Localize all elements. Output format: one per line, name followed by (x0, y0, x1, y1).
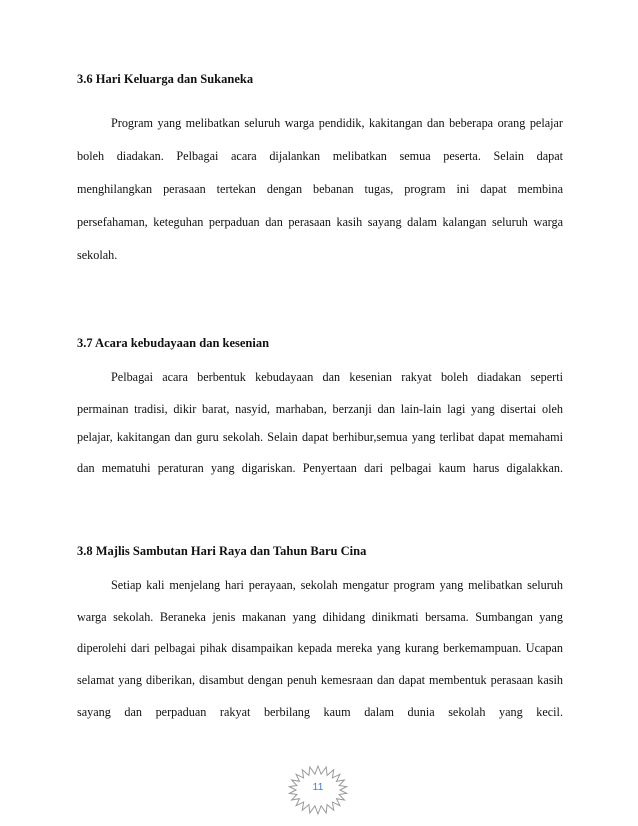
paragraph-line: dan mematuhi peraturan yang digariskan. Penyertaan dari pelbagai kaum harus digalakkan. (77, 461, 563, 475)
paragraph-line: menghilangkan perasaan tertekan dengan bebanan tugas, program ini dapat membina (77, 182, 563, 196)
section-heading-3-6: 3.6 Hari Keluarga dan Sukaneka (77, 72, 254, 86)
page-number-badge (287, 764, 349, 816)
paragraph-line: sayang dan perpaduan rakyat berbilang kaum dalam dunia sekolah yang kecil. (77, 705, 563, 719)
paragraph-line: pelajar, kakitangan dan guru sekolah. Selain dapat berhibur,semua yang terlibat dapat memahami (77, 430, 563, 444)
section-heading-3-8: 3.8 Majlis Sambutan Hari Raya dan Tahun Baru Cina (77, 544, 367, 558)
paragraph-line: diperolehi dari pelbagai pihak disampaikan kepada mereka yang kurang berkemampuan. Ucapan (77, 641, 563, 655)
section-heading-3-7: 3.7 Acara kebudayaan dan kesenian (77, 336, 270, 350)
paragraph-line: persefahaman, keteguhan perpaduan dan perasaan kasih sayang dalam kalangan seluruh warga (77, 215, 563, 229)
paragraph-line: sekolah. (77, 248, 118, 262)
paragraph-line: Pelbagai acara berbentuk kebudayaan dan kesenian rakyat boleh diadakan seperti (111, 370, 563, 384)
paragraph-line: Setiap kali menjelang hari perayaan, sekolah mengatur program yang melibatkan seluruh (111, 578, 563, 592)
paragraph-line: permainan tradisi, dikir barat, nasyid, marhaban, berzanji dan lain-lain lagi yang disertai oleh (77, 402, 563, 416)
paragraph-line: boleh diadakan. Pelbagai acara dijalankan melibatkan semua peserta. Selain dapat (77, 149, 563, 163)
page-number: 11 (312, 781, 324, 793)
paragraph-line: warga sekolah. Beraneka jenis makanan yang dihidang dinikmati bersama. Sumbangan yang (77, 610, 563, 624)
paragraph-line: Program yang melibatkan seluruh warga pendidik, kakitangan dan beberapa orang pelajar (111, 116, 563, 130)
paragraph-line: selamat yang diberikan, disambut dengan penuh kemesraan dan dapat membentuk perasaan kasih (77, 673, 563, 687)
